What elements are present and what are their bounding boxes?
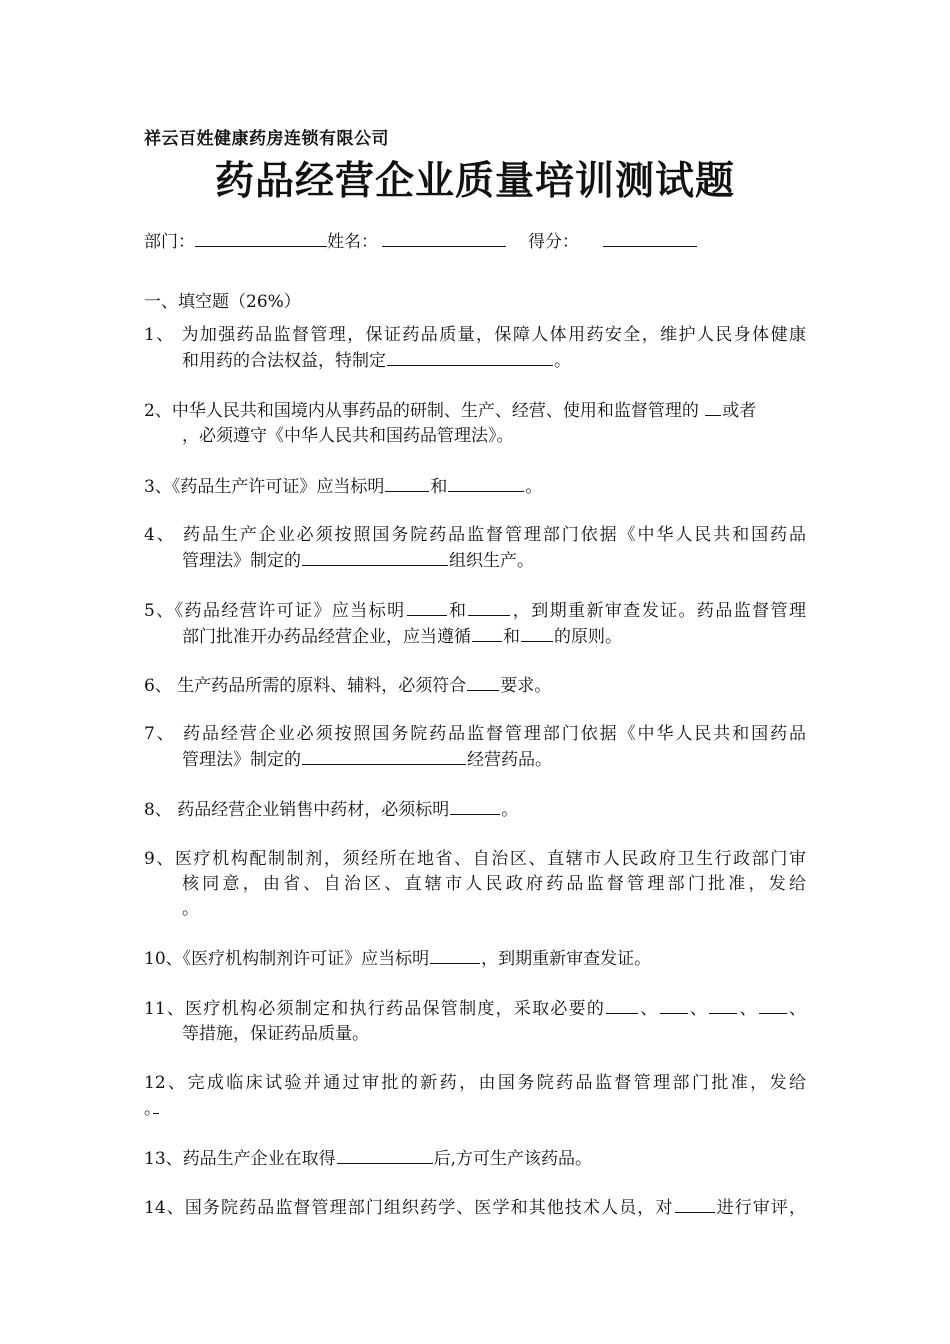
question-3-and: 和 (430, 477, 448, 497)
question-8-text: 8、 药品经营企业销售中药材，必须标明 (144, 800, 450, 820)
question-1 (144, 323, 806, 374)
question-5-text: 5、《药品经营许可证》应当标明 (144, 601, 406, 621)
question-9-line3: 。 (182, 899, 199, 919)
separator: 、 (688, 999, 709, 1019)
question-11 (144, 996, 806, 1047)
answer-blank[interactable] (468, 598, 510, 616)
question-3-end: 。 (525, 477, 543, 497)
question-4-end: 组织生产。 (449, 551, 534, 571)
question-9-line1: 9、医疗机构配制制剂，须经所在地省、自治区、直辖市人民政府卫生行政部门审 (144, 849, 806, 869)
question-6 (144, 673, 806, 699)
name-label: 姓名： (327, 232, 378, 252)
question-5-line2: 部门批准开办药品经营企业，应当遵循 (182, 627, 471, 647)
answer-blank[interactable] (467, 673, 499, 691)
score-blank[interactable] (603, 230, 697, 247)
question-14-end: 进行审评， (715, 1198, 806, 1218)
question-6-end: 要求。 (500, 676, 552, 696)
answer-blank[interactable] (675, 1195, 715, 1213)
question-5-end: 的原则。 (554, 627, 622, 647)
question-13 (144, 1146, 806, 1172)
question-2-line1: 2、中华人民共和国境内从事药品的研制、生产、经营、使用和监督管理的 (144, 401, 699, 421)
question-3 (144, 474, 806, 500)
answer-blank[interactable] (387, 348, 553, 366)
answer-blank[interactable] (407, 598, 447, 616)
question-9-line2: 核同意，由省、自治区、直辖市人民政府药品监督管理部门批准，发给 (182, 874, 806, 894)
separator: 、 (787, 999, 807, 1019)
separator: 、 (738, 999, 758, 1019)
answer-blank[interactable] (472, 624, 502, 642)
question-11-line2: 等措施，保证药品质量。 (182, 1024, 369, 1044)
separator: 、 (639, 999, 659, 1019)
question-5 (144, 598, 806, 650)
question-10 (144, 946, 806, 972)
answer-blank[interactable] (709, 996, 737, 1014)
examinee-info-line (144, 227, 697, 252)
question-12 (144, 1071, 806, 1122)
question-7-end: 经营药品。 (467, 750, 552, 770)
question-8 (144, 797, 806, 823)
question-14-text: 14、国务院药品监督管理部门组织药学、医学和其他技术人员，对 (144, 1198, 674, 1218)
question-7 (144, 722, 806, 773)
question-10-end: ，到期重新审查发证。 (481, 949, 652, 969)
question-13-text: 13、药品生产企业在取得 (144, 1149, 336, 1169)
company-name: 祥云百姓健康药房连锁有限公司 (144, 129, 389, 149)
question-5-text2: ，到期重新审查发证。药品监督管理 (511, 601, 807, 621)
answer-blank[interactable] (153, 1096, 159, 1114)
question-4 (144, 523, 806, 574)
question-9 (144, 847, 806, 922)
question-10-text: 10、《医疗机构制剂许可证》应当标明 (144, 949, 430, 969)
name-blank[interactable] (382, 230, 506, 247)
question-1-end: 。 (554, 351, 571, 371)
question-3-text: 3、《药品生产许可证》应当标明 (144, 477, 385, 497)
question-7-line1: 7、 药品经营企业必须按照国务院药品监督管理部门依据《中华人民共和国药品 (144, 724, 806, 744)
question-5-and2: 和 (503, 627, 520, 647)
question-8-end: 。 (501, 800, 519, 820)
section-heading-fill-in: 一、填空题（26%） (144, 292, 301, 312)
dept-label: 部门： (144, 232, 195, 252)
question-13-end: 后,方可生产该药品。 (433, 1149, 593, 1169)
question-5-and: 和 (447, 601, 468, 621)
answer-blank[interactable] (337, 1146, 433, 1164)
question-6-text: 6、 生产药品所需的原料、辅料，必须符合 (144, 676, 467, 696)
question-2-line2: ，必须遵守《中华人民共和国药品管理法》。 (182, 426, 514, 446)
question-7-line2: 管理法》制定的 (182, 750, 301, 770)
question-12-line1: 12、完成临床试验并通过审批的新药，由国务院药品监督管理部门批准，发给 (144, 1073, 806, 1093)
answer-blank[interactable] (302, 747, 466, 765)
answer-blank[interactable] (606, 996, 638, 1014)
question-12-end: 。 (144, 1099, 161, 1119)
dept-blank[interactable] (195, 230, 327, 247)
answer-blank[interactable] (521, 624, 553, 642)
answer-blank[interactable] (450, 797, 500, 815)
answer-blank[interactable] (660, 996, 688, 1014)
answer-blank[interactable] (430, 946, 480, 964)
question-4-line2: 管理法》制定的 (182, 551, 301, 571)
question-11-text: 11、医疗机构必须制定和执行药品保管制度，采取必要的 (144, 999, 606, 1019)
answer-blank[interactable] (448, 474, 524, 492)
answer-blank[interactable] (759, 996, 787, 1014)
answer-blank[interactable] (385, 474, 429, 492)
question-14 (144, 1195, 806, 1221)
answer-blank[interactable] (705, 398, 721, 416)
question-1-line2: 和用药的合法权益，特制定 (182, 351, 386, 371)
question-2-or: 或者 (722, 401, 757, 421)
exam-title: 药品经营企业质量培训测试题 (214, 159, 735, 204)
answer-blank[interactable] (302, 548, 448, 566)
question-1-line1: 1、 为加强药品监督管理，保证药品质量，保障人体用药安全，维护人民身体健康 (144, 325, 806, 345)
question-2 (144, 398, 806, 449)
question-4-line1: 4、 药品生产企业必须按照国务院药品监督管理部门依据《中华人民共和国药品 (144, 525, 806, 545)
score-label: 得分： (528, 232, 579, 252)
